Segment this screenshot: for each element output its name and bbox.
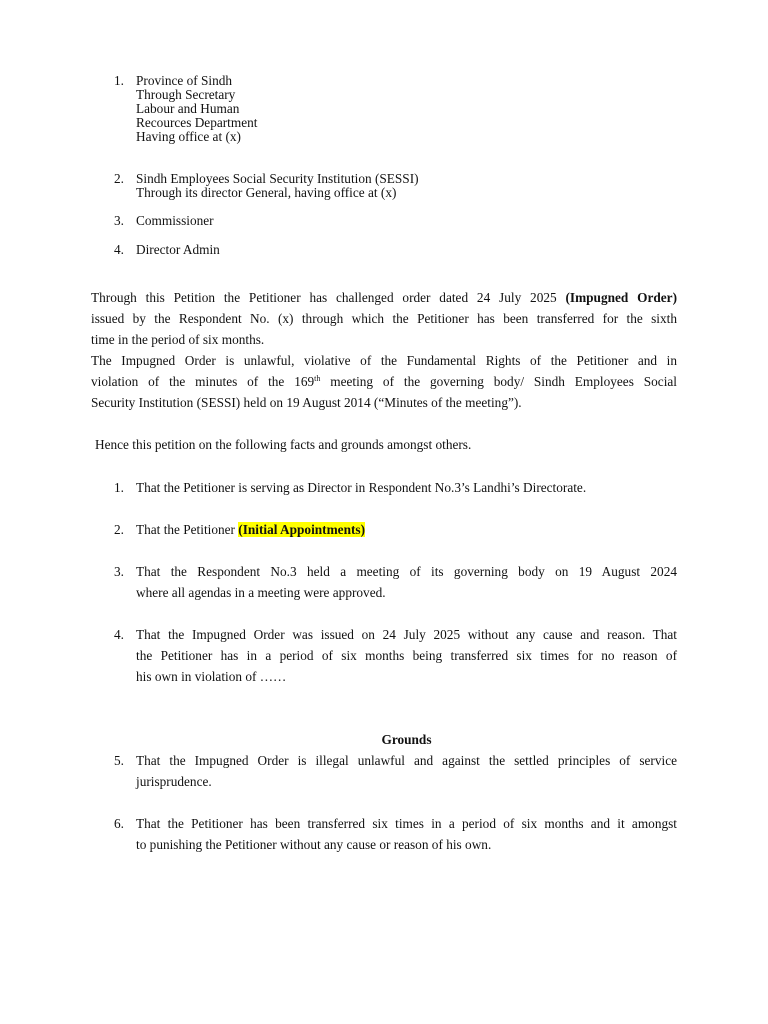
fact-number: 2. <box>114 522 124 537</box>
fact-line: his own in violation of …… <box>136 669 287 684</box>
party-line: Sindh Employees Social Security Institution (SESSI) <box>136 171 419 186</box>
intro-paragraph-line: The Impugned Order is unlawful, violative of the Fundamental Rights of the Petitioner and in <box>91 353 677 368</box>
party-line: Labour and Human <box>136 101 240 116</box>
party-line: Director Admin <box>136 242 220 257</box>
party-line: Commissioner <box>136 213 214 228</box>
fact-number: 4. <box>114 627 124 642</box>
party-number: 3. <box>114 213 124 228</box>
fact-line <box>136 522 365 538</box>
ordinal-superscript: th <box>314 374 321 383</box>
intro-paragraph-line: issued by the Respondent No. (x) through which the Petitioner has been transferred for the sixth <box>91 311 677 326</box>
intro-paragraph-line: Security Institution (SESSI) held on 19 August 2014 (“Minutes of the meeting”). <box>91 395 522 410</box>
intro-text: meeting of the governing body/ Sindh Employees Social <box>320 374 677 389</box>
fact-text: That the Petitioner <box>136 522 239 537</box>
hence-line: Hence this petition on the following facts and grounds amongst others. <box>95 437 472 452</box>
party-line: Province of Sindh <box>136 73 233 88</box>
party-line: Recources Department <box>136 115 258 130</box>
ground-number: 5. <box>114 753 124 768</box>
party-number: 4. <box>114 242 124 257</box>
grounds-heading: Grounds <box>381 732 432 747</box>
fact-line: where all agendas in a meeting were approved. <box>136 585 386 600</box>
intro-text: violation of the minutes of the 169 <box>91 374 315 389</box>
ground-number: 6. <box>114 816 124 831</box>
fact-number: 3. <box>114 564 124 579</box>
ground-line: jurisprudence. <box>136 774 212 789</box>
fact-line: That the Impugned Order was issued on 24 July 2025 without any cause and reason. That <box>136 627 677 642</box>
intro-paragraph-line <box>91 374 677 390</box>
party-line: Having office at (x) <box>136 129 241 144</box>
fact-line: That the Respondent No.3 held a meeting of its governing body on 19 August 2024 <box>136 564 677 579</box>
fact-line: the Petitioner has in a period of six months being transferred six times for no reason of <box>136 648 677 663</box>
ground-line: to punishing the Petitioner without any cause or reason of his own. <box>136 837 492 852</box>
highlighted-placeholder: (Initial Appointments) <box>238 522 366 537</box>
intro-text: Through this Petition the Petitioner has challenged order dated 24 July 2025 <box>91 290 566 305</box>
party-number: 1. <box>114 73 124 88</box>
intro-paragraph-line: time in the period of six months. <box>91 332 265 347</box>
intro-paragraph-line <box>91 290 677 306</box>
party-number: 2. <box>114 171 124 186</box>
ground-line: That the Petitioner has been transferred six times in a period of six months and it amongst <box>136 816 677 831</box>
impugned-order-term: (Impugned Order) <box>565 290 677 305</box>
fact-number: 1. <box>114 480 124 495</box>
party-line: Through its director General, having office at (x) <box>136 185 397 200</box>
fact-line: That the Petitioner is serving as Director in Respondent No.3’s Landhi’s Directorate. <box>136 480 587 495</box>
ground-line: That the Impugned Order is illegal unlawful and against the settled principles of service <box>136 753 677 768</box>
party-line: Through Secretary <box>136 87 236 102</box>
